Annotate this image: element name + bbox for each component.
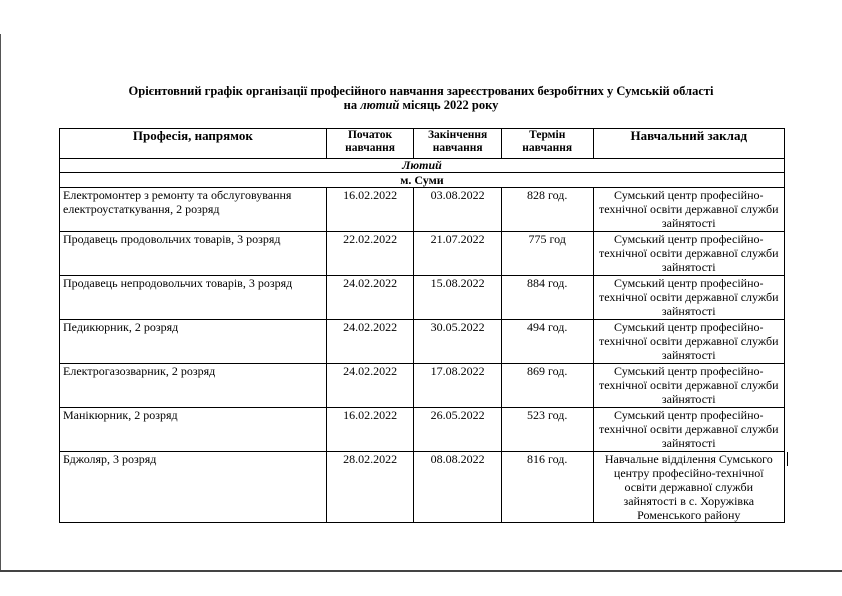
cell-start: 24.02.2022	[326, 320, 414, 364]
table-row	[60, 276, 785, 320]
page-border-left	[0, 34, 1, 570]
cell-profession: Електромонтер з ремонту та обслуговування електроустаткування, 2 розряд	[60, 188, 327, 232]
cell-term: 494 год.	[501, 320, 593, 364]
cell-profession: Електрогазозварник, 2 розряд	[60, 364, 327, 408]
cell-end: 21.07.2022	[414, 232, 502, 276]
cell-term: 523 год.	[501, 408, 593, 452]
cell-institution: Сумський центр професійно-технічної освіти державної служби зайнятості	[593, 320, 784, 364]
cell-profession: Продавець непродовольчих товарів, 3 розряд	[60, 276, 327, 320]
cell-end: 15.08.2022	[414, 276, 502, 320]
cell-start: 24.02.2022	[326, 364, 414, 408]
header-profession: Професія, напрямок	[60, 129, 327, 159]
header-institution: Навчальний заклад	[593, 129, 784, 159]
month-label: Лютий	[60, 159, 785, 173]
header-start: Початок навчання	[326, 129, 414, 159]
cell-term: 884 год.	[501, 276, 593, 320]
cell-profession: Манікюрник, 2 розряд	[60, 408, 327, 452]
cell-profession: Бджоляр, 3 розряд	[60, 452, 327, 523]
cell-start: 16.02.2022	[326, 408, 414, 452]
cell-start: 22.02.2022	[326, 232, 414, 276]
header-term: Термін навчання	[501, 129, 593, 159]
table-row	[60, 232, 785, 276]
cell-end: 17.08.2022	[414, 364, 502, 408]
cell-end: 26.05.2022	[414, 408, 502, 452]
title-suffix: місяць 2022 року	[402, 98, 499, 112]
city-label: м. Суми	[60, 173, 785, 188]
cell-term: 869 год.	[501, 364, 593, 408]
cell-institution: Сумський центр професійно-технічної освіти державної служби зайнятості	[593, 188, 784, 232]
table-row	[60, 188, 785, 232]
cell-start: 24.02.2022	[326, 276, 414, 320]
title-line-2	[60, 98, 782, 112]
table-row	[60, 408, 785, 452]
text-cursor	[787, 452, 788, 466]
cell-term: 816 год.	[501, 452, 593, 523]
cell-term: 828 год.	[501, 188, 593, 232]
cell-start: 16.02.2022	[326, 188, 414, 232]
table-row	[60, 364, 785, 408]
table-header-row	[60, 129, 785, 159]
cell-term: 775 год	[501, 232, 593, 276]
cell-institution: Навчальне відділення Сумського центру професійно-технічної освіти державної служби зайнятості в с. Хоружівка Роменського району	[593, 452, 784, 523]
cell-start: 28.02.2022	[326, 452, 414, 523]
month-row	[60, 159, 785, 173]
cell-institution: Сумський центр професійно-технічної освіти державної служби зайнятості	[593, 232, 784, 276]
page-border-bottom	[0, 570, 842, 572]
city-row	[60, 173, 785, 188]
cell-end: 08.08.2022	[414, 452, 502, 523]
document-title	[60, 84, 782, 112]
cell-profession: Продавець продовольчих товарів, 3 розряд	[60, 232, 327, 276]
title-month: лютий	[360, 98, 400, 112]
cell-institution: Сумський центр професійно-технічної освіти державної служби зайнятості	[593, 408, 784, 452]
table-row	[60, 320, 785, 364]
title-prefix: на	[343, 98, 358, 112]
training-schedule-table	[59, 128, 785, 523]
cell-end: 03.08.2022	[414, 188, 502, 232]
cell-profession: Педикюрник, 2 розряд	[60, 320, 327, 364]
cell-institution: Сумський центр професійно-технічної освіти державної служби зайнятості	[593, 276, 784, 320]
cell-end: 30.05.2022	[414, 320, 502, 364]
table-row	[60, 452, 785, 523]
header-end: Закінчення навчання	[414, 129, 502, 159]
title-line-1: Орієнтовний графік організації професійного навчання зареєстрованих безробітних у Сумській області	[128, 84, 714, 98]
cell-institution: Сумський центр професійно-технічної освіти державної служби зайнятості	[593, 364, 784, 408]
